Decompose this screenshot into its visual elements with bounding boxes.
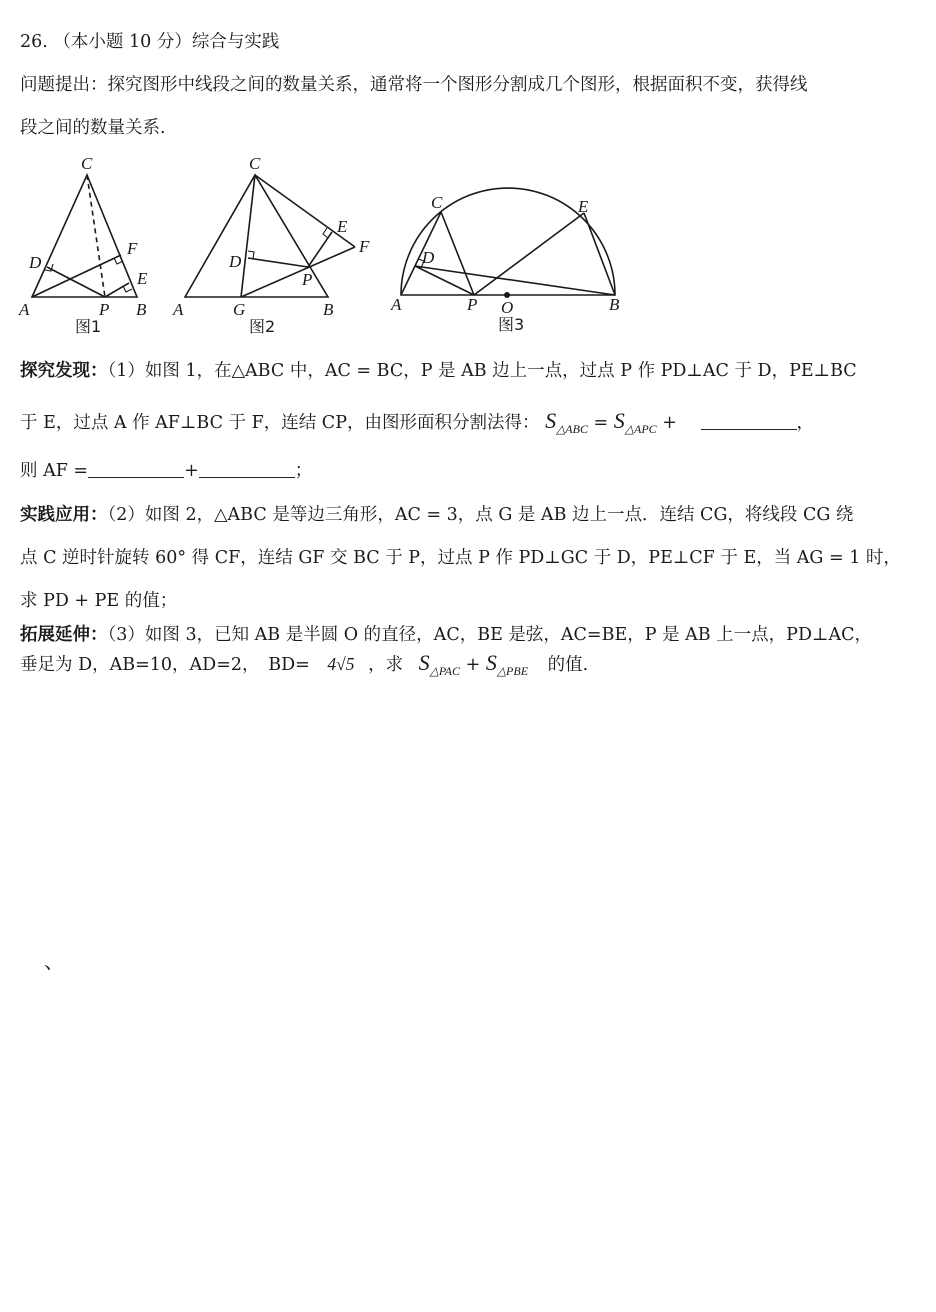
- answer-blank-3[interactable]: [199, 461, 295, 478]
- fig3-label-c: C: [431, 193, 443, 212]
- fig3-caption: 图3: [498, 315, 525, 334]
- part1-comma: ，: [796, 413, 815, 433]
- part3-line-1: [20, 621, 872, 646]
- intro-line-1: 问题提出：探究图形中线段之间的数量关系，通常将一个图形分割成几个图形，根据面积不变，获得线: [20, 75, 808, 95]
- question-subtitle: （本小题 10 分）综合与实践: [53, 32, 280, 52]
- part3-text-2b: ，求: [368, 655, 404, 675]
- part1-line-2: [20, 408, 814, 434]
- part1-label: 探究发现：: [20, 361, 108, 381]
- fig3-label-b: B: [609, 295, 620, 314]
- fig2-label-b: B: [323, 300, 334, 319]
- part1-line-3: [20, 457, 312, 482]
- fig1-segment-af: [32, 255, 121, 297]
- question-header: [20, 28, 279, 53]
- fig2-label-g: G: [233, 300, 246, 319]
- fig2-caption: 图2: [249, 317, 276, 336]
- part1-af-prefix: 则 AF =: [20, 461, 89, 481]
- fig3-segment-cp: [441, 212, 474, 295]
- fig1-right-angle-e: [123, 286, 132, 292]
- stray-mark: 、: [44, 949, 64, 973]
- part3-sub-pac: △PAC: [429, 664, 460, 678]
- part3-line-2: [20, 650, 588, 676]
- part3-text-1: （3）如图 3，已知 AB 是半圆 O 的直径，AC，BE 是弦，AC=BE，P 是 AB 上一点，PD⊥AC，: [107, 625, 872, 645]
- answer-blank-1[interactable]: [701, 413, 797, 430]
- part3-plus: +: [465, 655, 481, 675]
- part1-af-plus: +: [184, 461, 199, 481]
- part1-af-end: ；: [294, 461, 313, 481]
- part3-bd-value: 4√5: [327, 654, 355, 674]
- part1-s-apc: S: [613, 408, 625, 433]
- part2-line-1: [20, 501, 853, 526]
- fig2-segment-cf: [255, 175, 355, 247]
- intro-line-2: 段之间的数量关系.: [20, 118, 166, 138]
- fig2-segment-gf: [241, 247, 355, 297]
- part3-text-end: 的值.: [547, 655, 589, 675]
- fig3-label-e: E: [578, 197, 589, 216]
- fig3-chord-ac: [401, 212, 441, 295]
- part2-line-2: 点 C 逆时针旋转 60° 得 CF，连结 GF 交 BC 于 P，过点 P 作 PD⊥GC 于 D，PE⊥CF 于 E，当 AG = 1 时，: [20, 548, 901, 568]
- answer-blank-2[interactable]: [88, 461, 184, 478]
- fig1-triangle-abc: [32, 175, 137, 297]
- part2-label: 实践应用：: [20, 505, 108, 525]
- fig2-label-e: E: [337, 217, 348, 236]
- fig2-label-a: A: [173, 300, 184, 319]
- fig3-label-a: A: [391, 295, 402, 314]
- figure-2: [165, 150, 385, 340]
- fig2-label-d: D: [229, 252, 242, 271]
- fig2-segment-pd: [248, 258, 308, 267]
- fig1-label-c: C: [81, 154, 93, 173]
- fig3-label-p: P: [467, 295, 478, 314]
- part1-s-abc: S: [545, 408, 557, 433]
- part1-plus: +: [662, 413, 677, 433]
- question-number: 26.: [20, 32, 48, 52]
- fig1-label-p: P: [99, 300, 110, 319]
- part1-line-1: [20, 357, 857, 382]
- figure-3: [385, 150, 625, 340]
- fig3-label-d: D: [422, 248, 435, 267]
- fig1-label-a: A: [19, 300, 30, 319]
- part3-sub-pbe: △PBE: [496, 664, 529, 678]
- part3-s-pbe: S: [485, 650, 497, 675]
- part1-text-1: （1）如图 1，在△ABC 中，AC = BC，P 是 AB 边上一点，过点 P 作 PD⊥AC 于 D，PE⊥BC: [107, 361, 857, 381]
- fig2-label-c: C: [249, 154, 261, 173]
- part1-sub-apc: △APC: [624, 422, 657, 436]
- part3-s-pac: S: [418, 650, 430, 675]
- fig1-label-e: E: [137, 269, 148, 288]
- fig1-label-d: D: [29, 253, 42, 272]
- fig2-label-f: F: [359, 237, 370, 256]
- fig1-segment-pd: [47, 267, 105, 297]
- fig2-segment-cg: [241, 175, 255, 297]
- fig1-label-b: B: [136, 300, 147, 319]
- part1-sub-abc: △ABC: [556, 422, 588, 436]
- fig1-caption: 图1: [75, 317, 102, 336]
- fig3-chord-be: [584, 213, 615, 295]
- part2-line-3: 求 PD + PE 的值；: [20, 591, 178, 611]
- part3-label: 拓展延伸：: [20, 625, 108, 645]
- fig2-label-p: P: [302, 270, 313, 289]
- figure-1: [15, 150, 165, 340]
- part1-text-2: 于 E，过点 A 作 AF⊥BC 于 F，连结 CP，由图形面积分割法得：: [20, 413, 540, 433]
- part1-equals: =: [593, 413, 609, 433]
- fig1-segment-cp: [87, 175, 105, 297]
- fig2-right-angle-e: [323, 228, 328, 238]
- part3-text-2a: 垂足为 D，AB=10，AD=2， BD=: [20, 655, 310, 675]
- fig3-label-o: O: [501, 298, 514, 317]
- fig1-label-f: F: [127, 239, 138, 258]
- part2-text-1: （2）如图 2，△ABC 是等边三角形，AC = 3，点 G 是 AB 边上一点．连结 CG，将线段 CG 绕: [107, 505, 854, 525]
